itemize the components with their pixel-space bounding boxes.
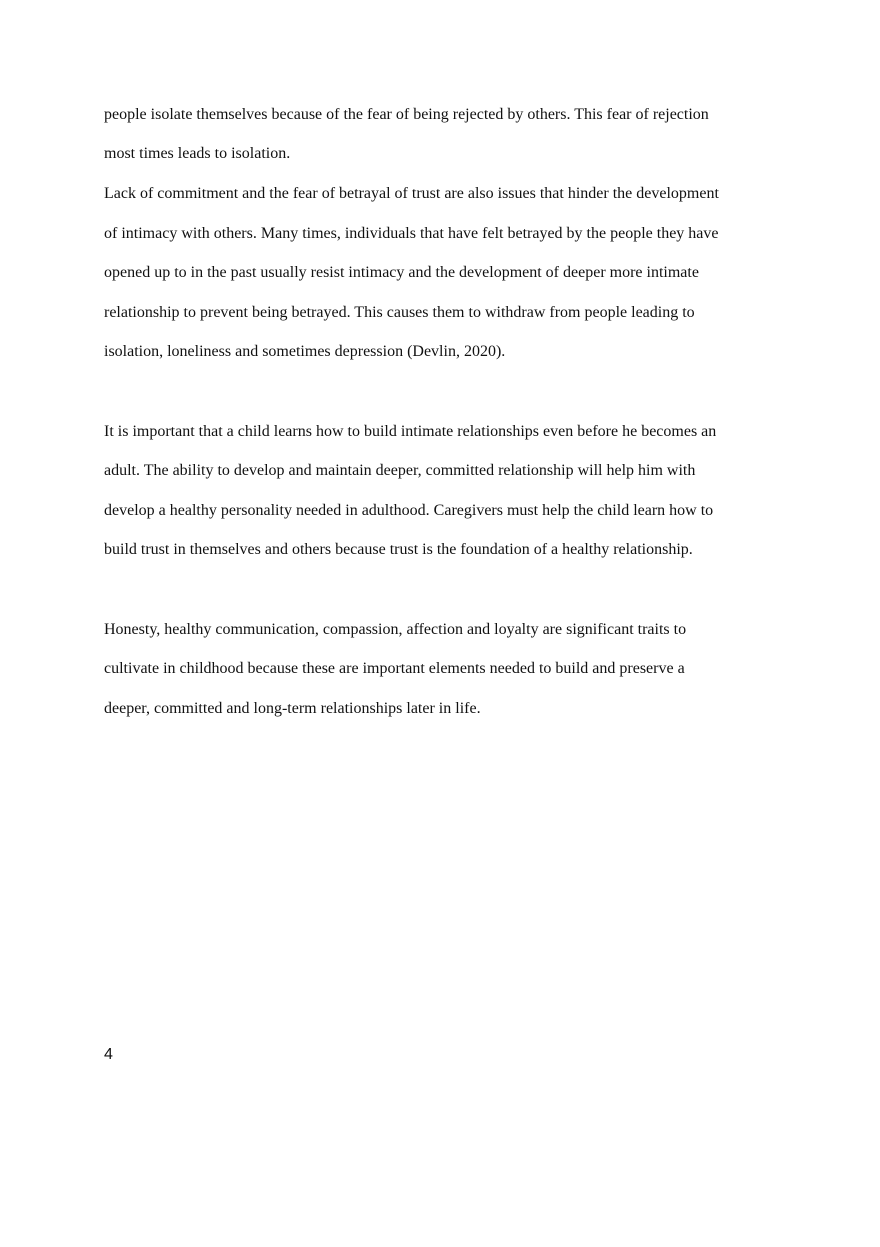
paragraph-3-line-2: adult. The ability to develop and maintain deeper, committed relationship will help him with <box>104 462 696 479</box>
paragraph-2-line-2: of intimacy with others. Many times, individuals that have felt betrayed by the people they have <box>104 225 719 242</box>
paragraph-4-line-1: Honesty, healthy communication, compassion, affection and loyalty are significant traits to <box>104 621 687 638</box>
paragraph-2-line-5: isolation, loneliness and sometimes depression (Devlin, 2020). <box>104 343 506 360</box>
paragraph-3-line-4: build trust in themselves and others because trust is the foundation of a healthy relationship. <box>104 541 693 558</box>
paragraph-1-line-1: people isolate themselves because of the fear of being rejected by others. This fear of rejection <box>104 106 709 123</box>
paragraph-2-line-3: opened up to in the past usually resist intimacy and the development of deeper more intimate <box>104 264 699 281</box>
page-number: 4 <box>104 1046 113 1063</box>
paragraph-1-line-2: most times leads to isolation. <box>104 145 291 162</box>
paragraph-4-line-3: deeper, committed and long-term relationships later in life. <box>104 700 481 717</box>
paragraph-3-line-3: develop a healthy personality needed in adulthood. Caregivers must help the child learn how to <box>104 502 714 519</box>
paragraph-2-line-1: Lack of commitment and the fear of betrayal of trust are also issues that hinder the development <box>104 185 719 202</box>
paragraph-4-line-2: cultivate in childhood because these are important elements needed to build and preserve a <box>104 660 685 677</box>
paragraph-3-line-1: It is important that a child learns how to build intimate relationships even before he becomes an <box>104 423 717 440</box>
paragraph-2-line-4: relationship to prevent being betrayed. This causes them to withdraw from people leading to <box>104 304 695 321</box>
